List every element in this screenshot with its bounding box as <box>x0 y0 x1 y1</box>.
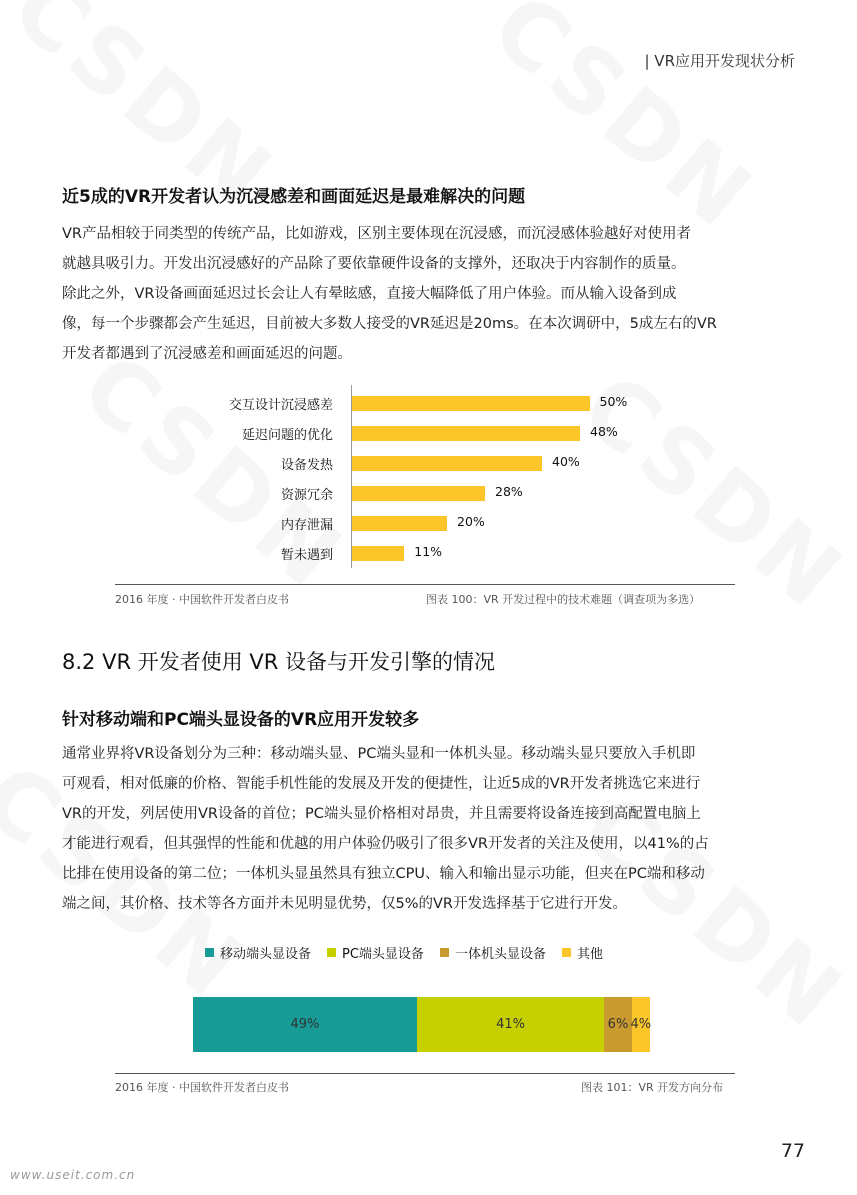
bar-category-label: 设备发热 <box>280 458 333 473</box>
paragraph-line: 开发者都遇到了沉浸感差和画面延迟的问题。 <box>62 346 352 362</box>
bar-value-label: 11% <box>414 544 443 559</box>
bar-row <box>0 388 857 418</box>
chart-caption: 图表 100：VR 开发过程中的技术难题（调查项为多选） <box>426 593 701 606</box>
vr-development-direction-chart <box>193 997 650 1052</box>
bar-category-label: 资源冗余 <box>280 488 333 503</box>
legend-swatch <box>205 948 214 957</box>
paragraph <box>62 739 797 919</box>
chart-source: 2016 年度 · 中国软件开发者白皮书 <box>115 593 289 606</box>
bar-category-label: 延迟问题的优化 <box>241 428 333 443</box>
stack-segment: 4% <box>632 997 650 1052</box>
paragraph-line: 端之间，其价格、技术等各方面并未见明显优势，仅5%的VR开发选择基于它进行开发。 <box>62 896 627 912</box>
bar-value-label: 20% <box>457 514 485 529</box>
stack-segment: 6% <box>604 997 631 1052</box>
legend-item <box>440 943 546 962</box>
stack-segment: 49% <box>193 997 417 1052</box>
chart-source: 2016 年度 · 中国软件开发者白皮书 <box>115 1081 289 1094</box>
bar <box>352 396 590 411</box>
bar-category-label: 交互设计沉浸感差 <box>228 398 333 413</box>
legend-item <box>562 943 603 962</box>
legend-item <box>205 943 311 962</box>
legend-label: 移动端头显设备 <box>220 947 312 962</box>
stack-segment: 41% <box>417 997 604 1052</box>
paragraph-line: 就越具吸引力。开发出沉浸感好的产品除了要依靠硬件设备的支撑外，还取决于内容制作的质量。 <box>62 256 686 272</box>
bar-value-label: 28% <box>495 484 523 499</box>
bar-row <box>0 538 857 568</box>
bar-category-label: 暂未遇到 <box>280 548 333 563</box>
bar <box>352 486 485 501</box>
site-watermark: www.useit.com.cn <box>10 1168 136 1182</box>
paragraph-line: VR的开发，列居使用VR设备的首位；PC端头显价格相对昂贵，并且需要将设备连接到高配置电脑上 <box>62 806 701 822</box>
bar-row <box>0 478 857 508</box>
bar <box>352 516 447 531</box>
page-header-title: | VR应用开发现状分析 <box>644 52 795 70</box>
legend-label: 其他 <box>576 947 603 962</box>
bar-row <box>0 508 857 538</box>
section-title: 8.2 VR 开发者使用 VR 设备与开发引擎的情况 <box>62 650 496 674</box>
page-number: 77 <box>780 1140 805 1162</box>
section-heading: 近5成的VR开发者认为沉浸感差和画面延迟是最难解决的问题 <box>62 187 526 207</box>
paragraph-line: 可观看，相对低廉的价格、智能手机性能的发展及开发的便捷性，让近5成的VR开发者挑选它来进行 <box>62 776 701 792</box>
chart-caption: 图表 101：VR 开发方向分布 <box>581 1081 724 1094</box>
bar-value-label: 48% <box>590 424 618 439</box>
divider <box>115 584 735 585</box>
legend-swatch <box>440 948 449 957</box>
paragraph <box>62 219 797 369</box>
watermark <box>472 0 774 251</box>
section-subheading: 针对移动端和PC端头显设备的VR应用开发较多 <box>62 710 420 730</box>
bar-row <box>0 448 857 478</box>
bar-value-label: 50% <box>599 394 628 409</box>
divider <box>115 1073 735 1074</box>
bar-value-label: 40% <box>552 454 580 469</box>
bar-category-label: 内存泄漏 <box>280 518 333 533</box>
bar-row <box>0 418 857 448</box>
paragraph-line: 通常业界将VR设备划分为三种：移动端头显、PC端头显和一体机头显。移动端头显只要放入手机即 <box>62 746 696 762</box>
legend-label: 一体机头显设备 <box>454 947 546 962</box>
paragraph-line: 比排在使用设备的第二位；一体机头显虽然具有独立CPU、输入和输出显示功能，但夹在PC端和移动 <box>62 866 705 882</box>
legend-swatch <box>562 948 571 957</box>
bar <box>352 456 542 471</box>
chart-axis <box>351 385 352 568</box>
paragraph-line: 像，每一个步骤都会产生延迟，目前被大多数人接受的VR延迟是20ms。在本次调研中，5成左右的VR <box>62 316 717 332</box>
bar <box>352 426 580 441</box>
legend-swatch <box>327 948 336 957</box>
legend-item <box>327 943 424 962</box>
chart-legend <box>205 943 603 962</box>
paragraph-line: 除此之外，VR设备画面延迟过长会让人有晕眩感，直接大幅降低了用户体验。而从输入设备到成 <box>62 286 677 302</box>
bar <box>352 546 404 561</box>
paragraph-line: 才能进行观看，但其强悍的性能和优越的用户体验仍吸引了很多VR开发者的关注及使用，以41%的占 <box>62 836 709 852</box>
paragraph-line: VR产品相较于同类型的传统产品，比如游戏，区别主要体现在沉浸感，而沉浸感体验越好对使用者 <box>62 226 691 242</box>
legend-label: PC端头显设备 <box>342 947 424 962</box>
